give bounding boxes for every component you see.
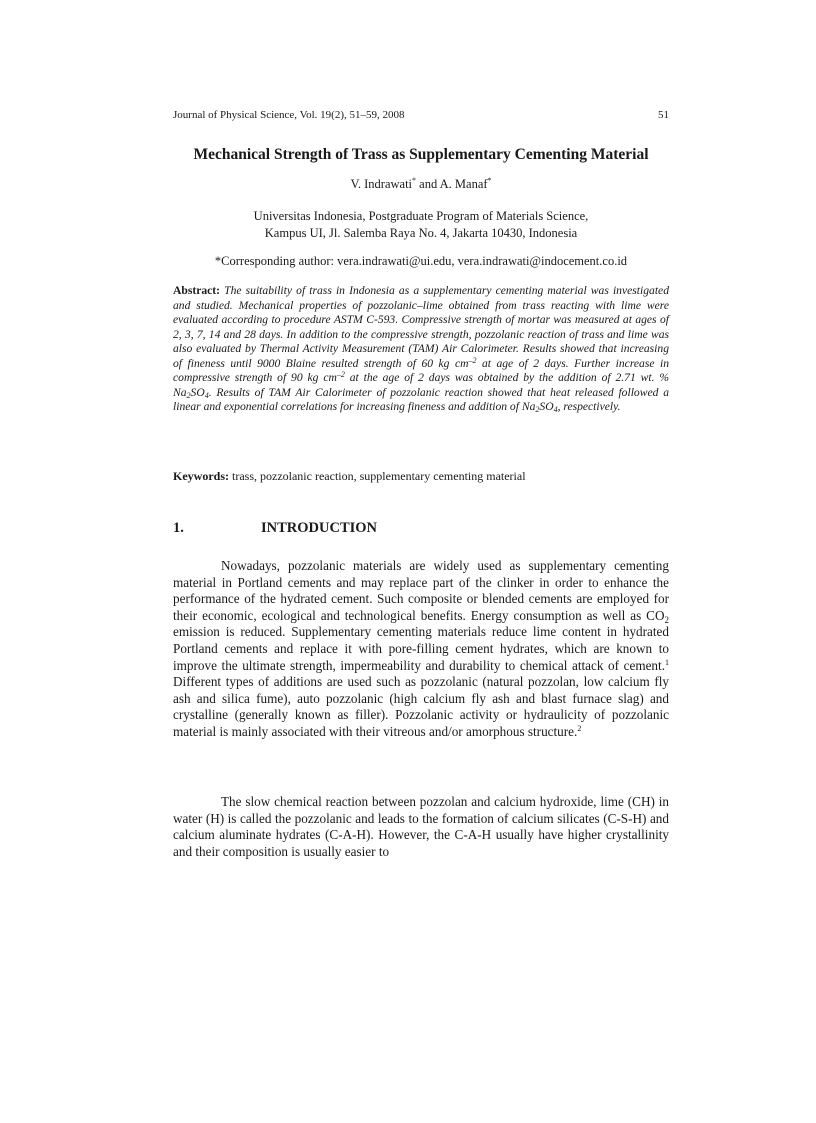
abstract-subscript: 2 xyxy=(535,405,540,414)
page-number: 51 xyxy=(658,109,669,121)
paper-title: Mechanical Strength of Trass as Supplementary Cementing Material xyxy=(193,146,649,163)
author-2-mark: * xyxy=(487,176,492,185)
author-1-mark: * xyxy=(412,176,417,185)
author-2: A. Manaf xyxy=(439,177,488,191)
paragraph-text: Different types of additions are used such as pozzolanic (natural pozzolan, low calcium fly ash and silica fume), auto pozzolanic (high calcium fly ash and blast furnace slag) and crystalline (generally known as filler). Pozzolanic activity or hydraulicity of pozzolanic material is mainly associated with their vitreous and/or amorphous structure. xyxy=(173,674,669,739)
section-title: INTRODUCTION xyxy=(261,520,378,536)
author-line xyxy=(173,177,669,192)
corresponding-author: *Corresponding author: vera.indrawati@ui.edu, vera.indrawati@indocement.co.id xyxy=(214,254,628,268)
abstract-text: SO xyxy=(190,385,205,399)
paragraph-text: emission is reduced. Supplementary cementing materials reduce lime content in hydrated Portland cements and replace it with pore-filling cement hydrates, which are known to improve the ultimate strength, impermeability and durability to chemical attack of cement. xyxy=(173,624,669,673)
intro-paragraph-2 xyxy=(173,794,669,860)
abstract-text: at the age of 2 days was obtained by the addition of 2.71 wt. % Na xyxy=(173,371,670,399)
abstract-text: , respectively. xyxy=(557,400,621,413)
abstract-text: SO xyxy=(539,400,554,413)
abstract-subscript: 2 xyxy=(186,390,191,400)
author-conjunction: and xyxy=(416,177,440,191)
co2-subscript: 2 xyxy=(664,614,669,625)
abstract xyxy=(173,284,669,415)
abstract-text: at age of 2 days. Further increase in compressive strength of 90 kg cm xyxy=(173,356,669,384)
affiliation-line-1: Universitas Indonesia, Postgraduate Program of Materials Science, xyxy=(253,209,589,223)
abstract-label: Abstract: xyxy=(173,284,221,297)
affiliation xyxy=(173,208,669,242)
abstract-text: . Results of TAM Air Calorimeter of pozzolanic reaction showed that heat released followed a linear and exponential correlations for increasing fineness and addition of Na xyxy=(173,385,669,413)
abstract-text: The suitability of trass in Indonesia as a supplementary cementing material was investigated and studied. Mechanical properties of pozzolanic–lime obtained from trass reacting with lime were evaluated according to procedure ASTM C-593. Compressive strength of mortar was measured at ages of 2, 3, 7, 14 and 28 days. In addition to the compressive strength, pozzolanic reaction of trass and lime was also evaluated by Thermal Activity Measurement (TAM) Air Calorimeter. Results showed that increasing of fineness until 9000 Blaine resulted strength of 60 kg cm xyxy=(173,284,669,370)
abstract-subscript: 4 xyxy=(553,405,558,414)
paragraph-text: The slow chemical reaction between pozzolan and calcium hydroxide, lime (CH) in water (H) is called the pozzolanic and leads to the formation of calcium silicates (C-S-H) and calcium aluminate hydrates (C-A-H). However, the C-A-H usually have higher crystallinity and their composition is usually easier to xyxy=(173,794,669,859)
abstract-subscript: 4 xyxy=(204,390,209,400)
keywords xyxy=(173,469,669,484)
section-heading xyxy=(173,520,669,537)
intro-paragraph-1 xyxy=(173,558,669,741)
abstract-exponent: –2 xyxy=(468,355,477,365)
reference-superscript: 1 xyxy=(665,657,669,667)
running-header xyxy=(173,109,669,121)
keywords-list: trass, pozzolanic reaction, supplementary cementing material xyxy=(229,469,526,483)
keywords-label: Keywords: xyxy=(173,469,229,483)
paragraph-text: Nowadays, pozzolanic materials are widely used as supplementary cementing material in Portland cements and may replace part of the clinker in order to enhance the performance of the hydrated cement. Such composite or blended cements are employed for their economic, ecological and technological benefits. Energy consumption as well as CO xyxy=(173,558,669,623)
abstract-exponent: –2 xyxy=(336,370,345,379)
reference-superscript: 2 xyxy=(577,723,582,733)
affiliation-line-2: Kampus UI, Jl. Salemba Raya No. 4, Jakarta 10430, Indonesia xyxy=(264,226,578,240)
abstract-body xyxy=(173,284,669,413)
journal-citation: Journal of Physical Science, Vol. 19(2), 51–59, 2008 xyxy=(173,109,405,121)
section-number: 1. xyxy=(173,520,184,536)
author-1: V. Indrawati xyxy=(350,177,413,191)
